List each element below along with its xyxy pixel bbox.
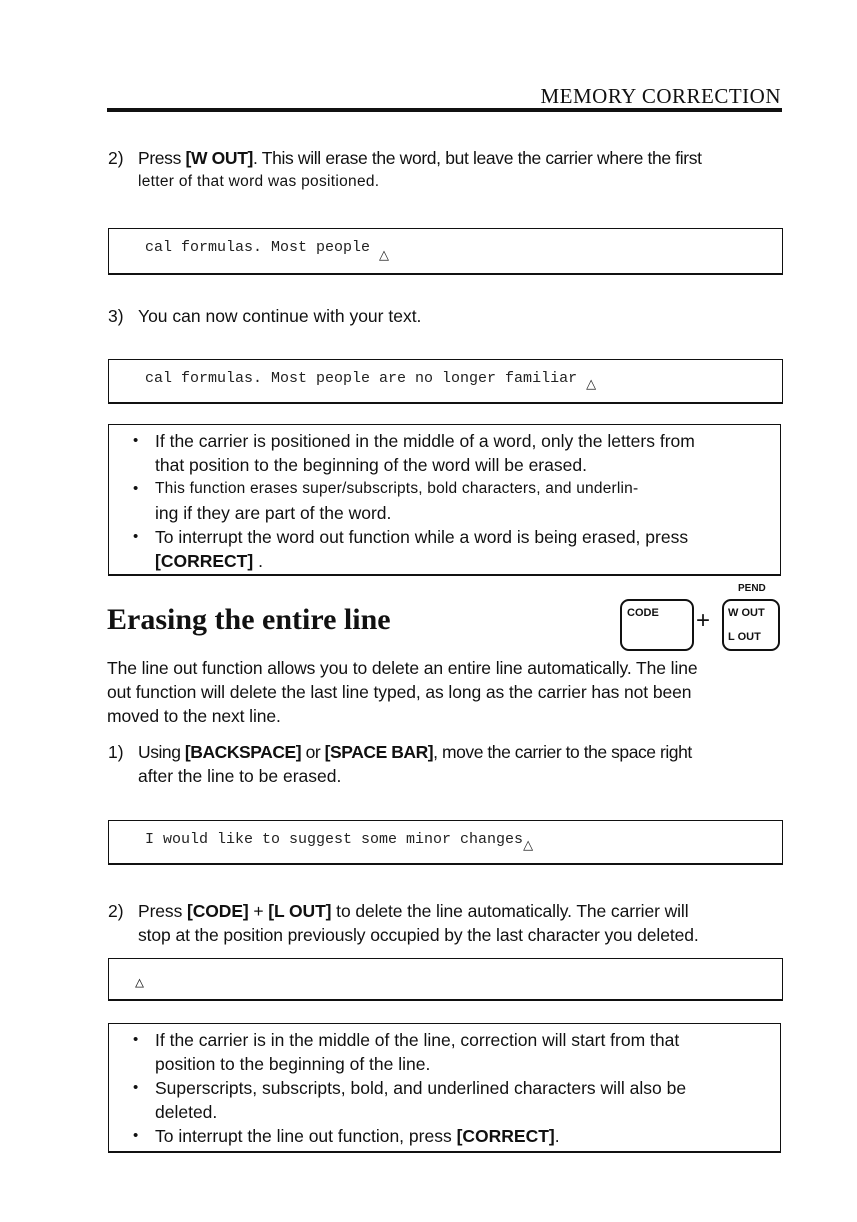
step-text: Press xyxy=(138,148,186,168)
note-bullet: • This function erases super/subscripts, bold characters, and underlin- ing if they are part of the word. xyxy=(109,477,780,525)
intro-paragraph: The line out function allows you to delete an entire line automatically. The line out function will delete the last line typed, as long as the carrier has not been moved to the next line. xyxy=(107,658,698,726)
step-text: . This will erase the word, but leave the carrier where the first xyxy=(253,148,702,168)
key-ref-w-out: [W OUT] xyxy=(185,148,254,168)
step-word-2 xyxy=(108,146,788,194)
note-bullet: • To interrupt the word out function while a word is being erased, press [CORRECT] . xyxy=(109,525,780,573)
carrier-caret-icon: △ xyxy=(379,248,390,263)
step-number: 2) xyxy=(108,148,124,168)
pend-label: PEND xyxy=(738,583,766,594)
display-screen-4 xyxy=(108,958,783,1001)
display-screen-3 xyxy=(108,820,783,865)
step-number: 1) xyxy=(108,742,124,762)
key-ref-correct: [CORRECT] xyxy=(155,551,254,571)
key-ref-l-out: [L OUT] xyxy=(268,901,332,921)
note-bullet: • Superscripts, subscripts, bold, and underlined characters will also be deleted. xyxy=(109,1076,780,1124)
header-rule xyxy=(107,108,782,112)
note-bullet: • If the carrier is in the middle of the line, correction will start from that position to the beginning of the line. xyxy=(109,1028,780,1076)
step-text: You can now continue with your text. xyxy=(138,306,422,326)
display-screen-2 xyxy=(108,359,783,404)
step-line-1: 1) Using [BACKSPACE] or [SPACE BAR], move the carrier to the space right after the line to be erased. xyxy=(108,742,692,786)
step-text-line2: letter of that word was positioned. xyxy=(138,173,380,190)
step-number: 2) xyxy=(108,901,124,921)
note-box-line-out xyxy=(108,1023,781,1153)
display-text: cal formulas. Most people are no longer familiar △ xyxy=(145,370,597,392)
note-bullet: • To interrupt the line out function, press [CORRECT]. xyxy=(109,1124,780,1148)
display-screen-1 xyxy=(108,228,783,275)
step-line-2: 2) Press [CODE] + [L OUT] to delete the line automatically. The carrier will stop at the position previously occupied by the last character you deleted. xyxy=(108,901,699,945)
carrier-caret-icon: △ xyxy=(586,377,597,392)
step-number: 3) xyxy=(108,306,124,326)
w-out-l-out-key-icon: W OUT L OUT xyxy=(722,599,780,651)
note-box-word-out xyxy=(108,424,781,576)
code-key-icon: CODE xyxy=(620,599,694,651)
plus-sign: + xyxy=(696,607,711,634)
carrier-caret-icon: △ xyxy=(523,838,534,853)
key-ref-backspace: [BACKSPACE] xyxy=(184,742,302,762)
step-word-3 xyxy=(108,304,788,328)
carrier-caret-icon: △ xyxy=(135,975,145,992)
display-text: cal formulas. Most people △ xyxy=(145,239,390,263)
section-title: Erasing the entire line xyxy=(107,603,391,636)
key-ref-space-bar: [SPACE BAR] xyxy=(324,742,434,762)
note-bullet: • If the carrier is positioned in the middle of a word, only the letters from that position to the beginning of the word will be erased. xyxy=(109,429,780,477)
key-ref-code: [CODE] xyxy=(187,901,249,921)
page-header-title: MEMORY CORRECTION xyxy=(540,84,781,108)
key-ref-correct: [CORRECT] xyxy=(456,1126,555,1146)
display-text: I would like to suggest some minor changes△ xyxy=(145,831,534,853)
